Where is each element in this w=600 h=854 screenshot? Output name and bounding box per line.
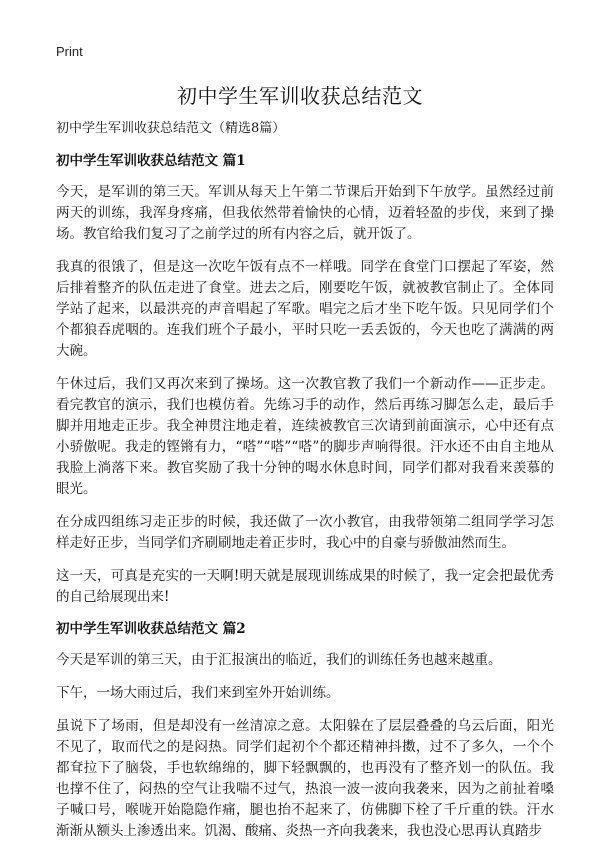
document-title: 初中学生军训收获总结范文 [177, 84, 423, 108]
paragraph: 在分成四组练习走正步的时候，我还做了一次小教官，由我带领第二组同学学习怎样走好正步，当同学们齐刷刷地走着正步时，我心中的自豪与骄傲油然而生。 [56, 514, 554, 551]
document-body [56, 120, 554, 854]
paragraph: 今天是军训的第三天，由于汇报演出的临近，我们的训练任务也越来越重。 [56, 652, 502, 668]
paragraph: 下午，一场大雨过后，我们来到室外开始训练。 [56, 685, 340, 701]
paragraph: 这一天，可真是充实的一天啊!明天就是展现训练成果的时候了，我一定会把最优秀的自己给展现出来! [56, 568, 554, 605]
paragraph: 今天，是军训的第三天。军训从每天上午第二节课后开始到下午放学。虽然经过前两天的训练，我浑身疼痛，但我依然带着愉快的心情，迈着轻盈的步伐，来到了操场。教官给我们复习了之前学过的所有内容之后，就开饭了。 [56, 184, 554, 242]
paragraph: 午休过后，我们又再次来到了操场。这一次教官教了我们一个新动作——正步走。看完教官的演示，我们也模仿着。先练习手的动作，然后再练习脚怎么走，最后手脚并用地走正步。我全神贯注地走着，连续被教官三次请到前面演示，心中还有点小骄傲呢。我走的铿锵有力，“嗒”“嗒”“嗒”的脚步声响得很。汗水还不由自主地从我脸上淌落下来。教官奖励了我十分钟的喝水休息时间，同学们都对我看来羡慕的眼光。 [56, 376, 554, 497]
paragraph: 虽说下了场雨，但是却没有一丝清凉之意。太阳躲在了层层叠叠的乌云后面，阳光不见了，取而代之的是闷热。同学们起初个个都还精神抖擞，过不了多久，一个个都耷拉下了脑袋，手也软绵绵的，脚下轻飘飘的，也再没有了整齐划一的队伍。我也撑不住了，闷热的空气让我喘不过气，热浪一波一波向我袭来，因为之前扯着嗓子喊口号，喉咙开始隐隐作痛，腿也抬不起来了，仿佛脚下栓了千斤重的铁。汗水渐渐从额头上渗透出来。饥渴、酸痛、炎热一齐向我袭来，我也没心思再认真踏步 [56, 718, 554, 839]
section-heading-2: 初中学生军训收获总结范文 篇2 [56, 621, 246, 637]
document-subtitle: 初中学生军训收获总结范文（精选8篇） [56, 121, 286, 136]
section-heading-1: 初中学生军训收获总结范文 篇1 [56, 153, 246, 169]
paragraph: 我真的很饿了，但是这一次吃午饭有点不一样哦。同学在食堂门口摆起了军姿，然后排着整齐的队伍走进了食堂。进去之后，刚要吃午饭，就被教官制止了。全体同学站了起来，以最洪亮的声音唱起了军歌。唱完之后才坐下吃午饭。只见同学们个个都狼吞虎咽的。连我们班个子最小，平时只吃一丢丢饭的，今天也吃了满满的两大碗。 [56, 259, 554, 359]
print-link[interactable]: Print [56, 44, 83, 59]
